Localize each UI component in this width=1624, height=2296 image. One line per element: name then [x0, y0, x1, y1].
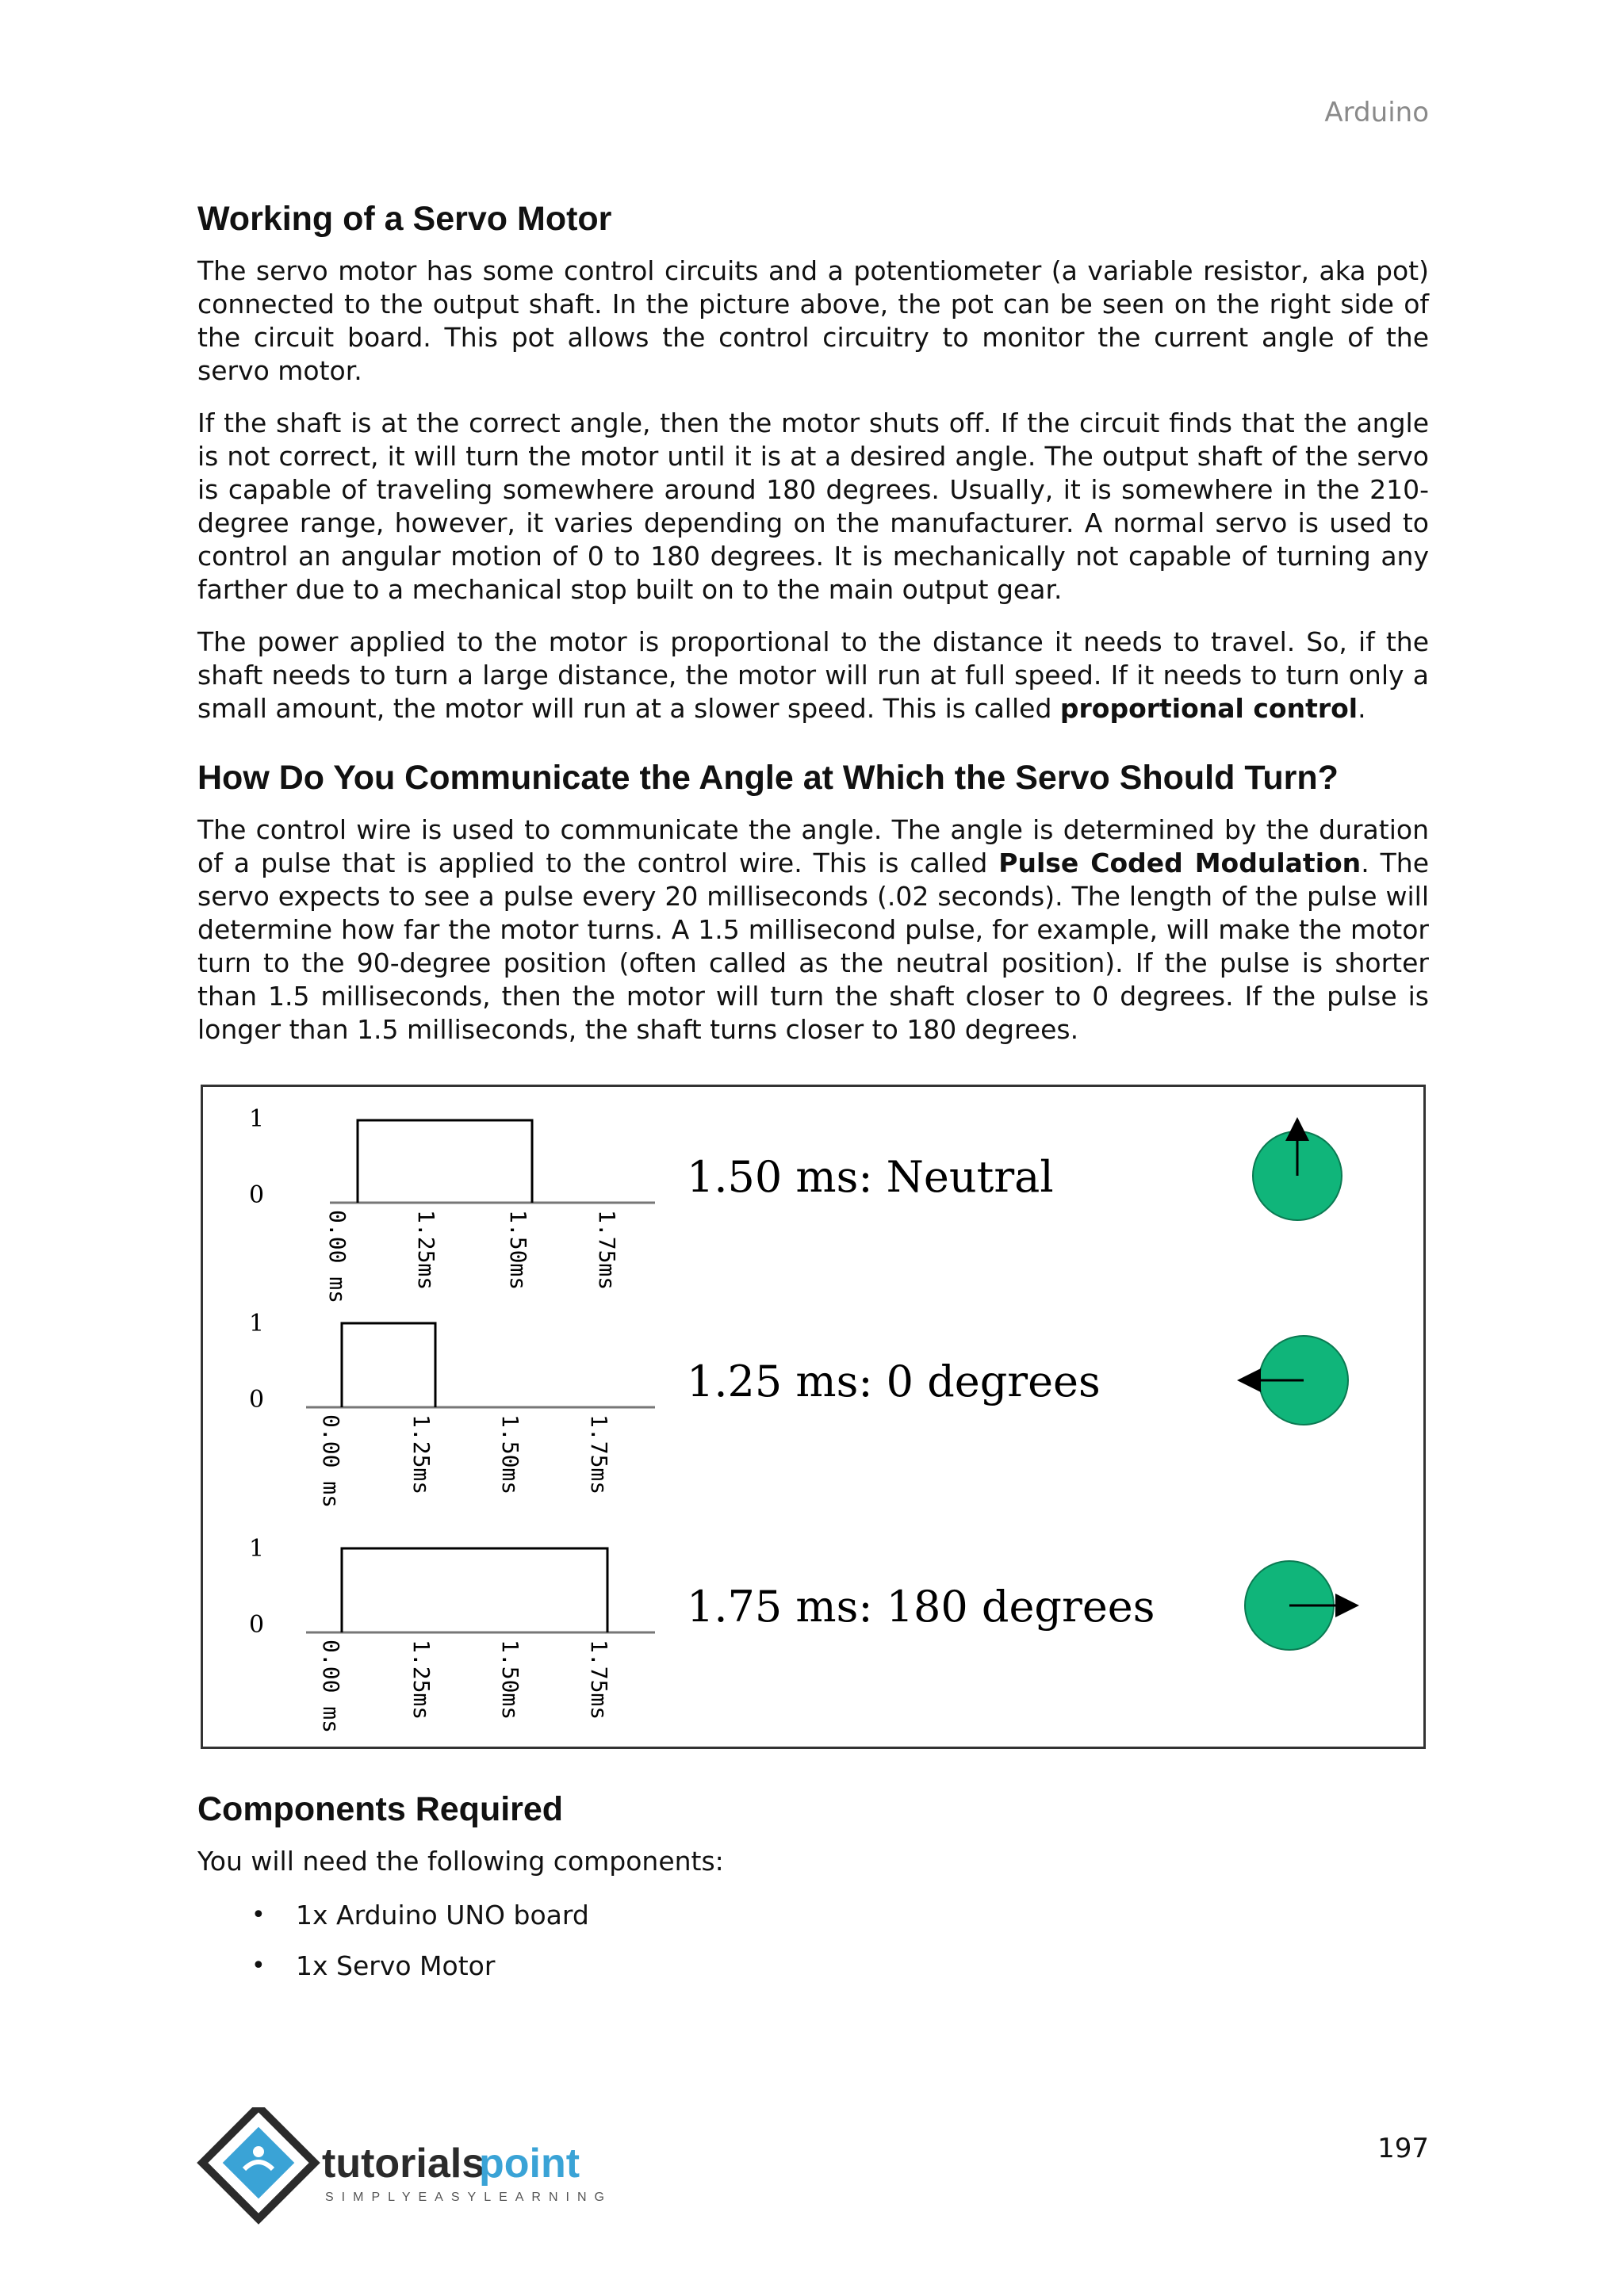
pulse-waveform — [342, 1548, 607, 1632]
bullet-icon: • — [251, 1901, 266, 1929]
tick-label: 1.25ms — [408, 1414, 435, 1495]
tick-label: 1.25ms — [408, 1640, 435, 1720]
pulse-caption: 1.25 ms: 0 degrees — [687, 1357, 1101, 1406]
components-list — [197, 1899, 1429, 1983]
tick-label: 1.50ms — [497, 1414, 523, 1495]
tick-label: 1.50ms — [505, 1210, 531, 1291]
bold-term: Pulse Coded Modulation — [998, 848, 1362, 878]
page-content — [197, 200, 1429, 2000]
list-item: • 1x Servo Motor — [251, 1950, 496, 1981]
bullet-icon: • — [251, 1952, 266, 1980]
page-number: 197 — [1377, 2133, 1429, 2164]
level-low-label: 0 — [249, 1181, 265, 1209]
paragraph: The servo motor has some control circuits and a potentiometer (a variable resistor, aka pot) connected to the output shaft. In the picture above, the pot can be seen on the right side of the circuit board. This pot allows the control circuitry to monitor the current angle of the servo motor. — [197, 255, 1429, 386]
logo-tagline: SIMPLYEASYLEARNING — [325, 2191, 612, 2204]
tick-label: 1.50ms — [497, 1640, 523, 1720]
pulse-diagram — [201, 1085, 1426, 1749]
level-high-label: 1 — [249, 1310, 265, 1337]
section-heading-components: Components Required — [197, 1790, 564, 1828]
level-low-label: 0 — [249, 1386, 265, 1414]
pulse-diagram-svg — [203, 1087, 1423, 1747]
tutorialspoint-logo — [195, 2107, 639, 2237]
section-heading-working: Working of a Servo Motor — [197, 200, 612, 238]
paragraph: The power applied to the motor is proportional to the distance it needs to travel. So, if the shaft needs to turn a large distance, the motor will run at full speed. If it needs to turn only a small amount, the motor will run at a slower speed. This is called proportional control. — [197, 626, 1429, 724]
logo-wordmark-a: tutorials — [322, 2141, 485, 2187]
pulse-waveform — [358, 1120, 532, 1203]
level-high-label: 1 — [249, 1535, 265, 1563]
tick-label: 1.25ms — [413, 1210, 439, 1291]
tick-label: 1.75ms — [594, 1210, 620, 1291]
tick-label: 1.75ms — [586, 1414, 612, 1495]
pulse-caption: 1.75 ms: 180 degrees — [687, 1582, 1155, 1632]
logo-diamond-icon — [202, 2107, 314, 2219]
list-item: • 1x Arduino UNO board — [251, 1900, 589, 1931]
pulse-row-180-degrees — [249, 1535, 1354, 1733]
pulse-waveform — [342, 1323, 435, 1407]
tick-label: 0.00 ms — [318, 1414, 344, 1509]
section-heading-communicate: How Do You Communicate the Angle at Which the Servo Should Turn? — [197, 759, 1339, 797]
logo-wordmark-b: point — [479, 2141, 580, 2187]
pulse-row-0-degrees — [249, 1310, 1348, 1508]
pulse-caption: 1.50 ms: Neutral — [687, 1152, 1054, 1202]
pulse-row-neutral — [249, 1105, 1342, 1303]
paragraph: If the shaft is at the correct angle, then the motor shuts off. If the circuit finds that the angle is not correct, it will turn the motor until it is at a desired angle. The output shaft of the servo is capable of traveling somewhere around 180 degrees. Usually, it is somewhere in the 210-degree range, however, it varies depending on the manufacturer. A normal servo is used to control an angular motion of 0 to 180 degrees. It is mechanically not capable of turning any farther due to a mechanical stop built on to the main output gear. — [197, 408, 1429, 605]
tick-label: 0.00 ms — [324, 1210, 350, 1304]
level-low-label: 0 — [249, 1611, 265, 1639]
tick-label: 0.00 ms — [318, 1640, 344, 1734]
bold-term: proportional control — [1059, 693, 1358, 724]
tick-label: 1.75ms — [586, 1640, 612, 1720]
paragraph: The control wire is used to communicate the angle. The angle is determined by the duration of a pulse that is applied to the control wire. This is called Pulse Coded Modulation. The servo expects to see a pulse every 20 milliseconds (.02 seconds). The length of the pulse will determine how far the motor turns. A 1.5 millisecond pulse, for example, will make the motor turn to the 90-degree position (often called as the neutral position). If the pulse is shorter than 1.5 milliseconds, then the motor will turn the shaft closer to 0 degrees. If the pulse is longer than 1.5 milliseconds, the shaft turns closer to 180 degrees. — [197, 814, 1430, 1045]
paragraph: You will need the following components: — [197, 1846, 724, 1877]
running-header: Arduino — [1324, 97, 1429, 128]
level-high-label: 1 — [249, 1105, 265, 1133]
